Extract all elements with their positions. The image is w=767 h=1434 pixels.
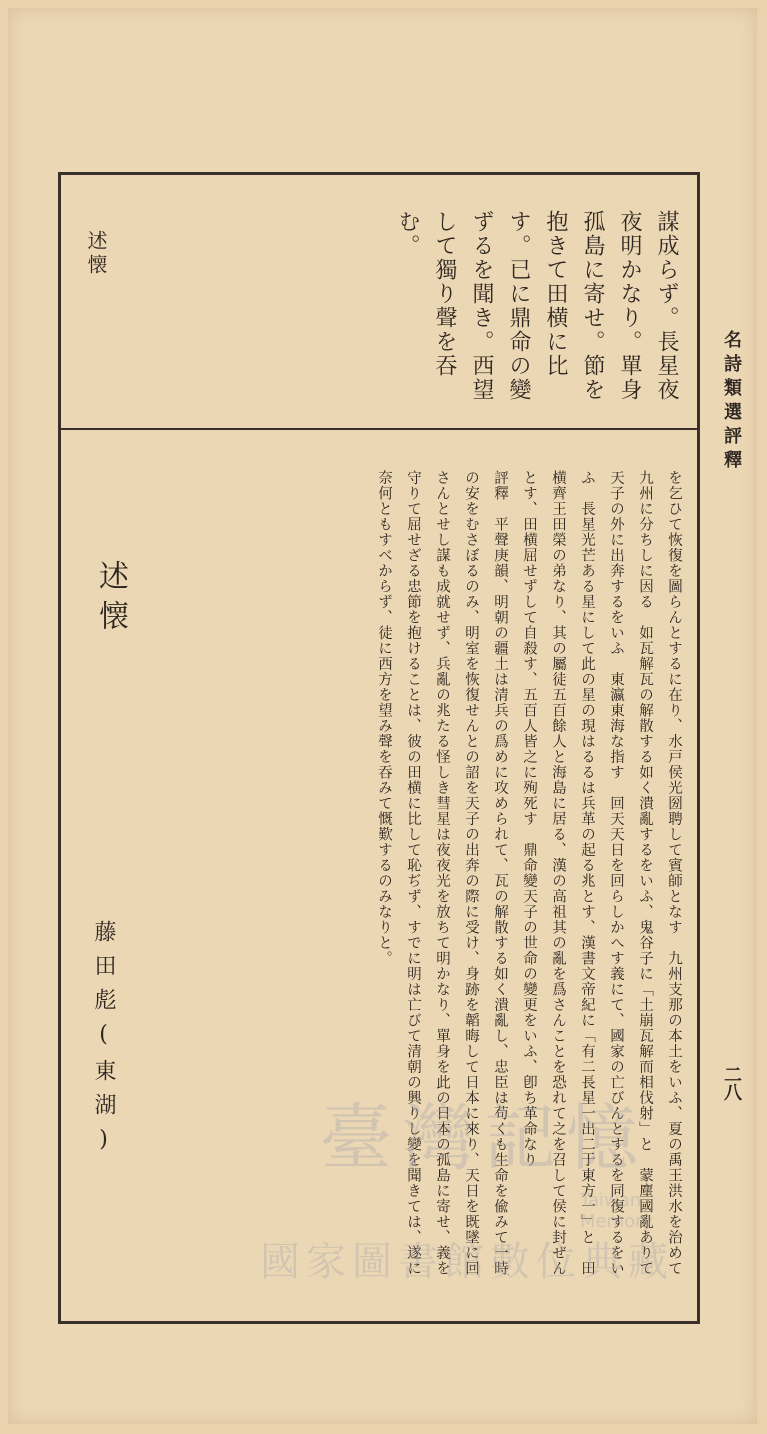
- commentary-heading: 述懐: [93, 560, 128, 640]
- section-divider: [58, 428, 700, 430]
- running-title: 名詩類選評釋: [721, 330, 742, 474]
- page-number: 二八: [721, 1065, 742, 1101]
- commentary-notes: を乞ひて恢復を圖らんとするに在り、水戸侯光圀聘して賓師となす 九州支那の本土をいふ、夏の禹王洪水を治めて九州に分ちしに因る 如瓦解瓦の解散する如く潰亂するをいふ、鬼谷子に「土崩瓦解而相伐射」と 蒙塵國亂ありて天子の外に出奔するをいふ 東瀛東海な指す 回天天日を回らしかへす義にて、國家の亡びんとするを同復するをいふ 長星光芒ある星にして此の星の現はるるは兵革の起る兆とす、漢書文帝紀に「有二長星一出二于東方一」と 田横齊王田榮の弟なり、其の屬徒五百餘人と海島に居る、漢の高祖其の亂を爲さんことを恐れて之を召して侯に封ぜんとす、田横屈せずして自殺す、五百人皆之に殉死す 鼎命變天子の世命の變更をいふ、卽ち革命なり: [521, 470, 682, 1276]
- poem-heading: 述懐: [84, 230, 108, 278]
- watermark-english: Taiwan Memory: [580, 1190, 654, 1232]
- watermark-mark: 臺灣記憶: [320, 1096, 649, 1180]
- commentary-explanation: 評釋 平聲庚韻、明朝の疆土は清兵の爲めに攻められて、瓦の解散する如く潰亂し、忠臣は苟くも生命を偸みて一時の安をむさぼるのみ、明室を恢復せんとの詔を天子の出奔の際に受け、身跡を韜晦して日本に來り、天日を既墜に回さんとせし謀も成就せず、兵亂の兆たる怪しき彗星は夜夜光を放ちて明かなり、單身を此の日本の孤島に寄せ、義を守りて屈せざる忠節を抱けることは、彼の田横に比して恥ぢず、すでに明は亡びて清朝の興りし變を聞きては、遂に奈何ともすべからず、徒に西方を望み聲を吞みて慨歎するのみなりと。: [376, 470, 508, 1276]
- poem-text: 謀成らず。長星夜夜明かなり。單身孤島に寄せ。節を抱きて田横に比す。已に鼎命の變ずるを聞き。西望して獨り聲を吞む。: [395, 210, 679, 402]
- watermark: [250, 1080, 710, 1310]
- author-name: 藤田彪(東湖): [91, 920, 116, 1164]
- watermark-text: 國家圖書館數位典藏: [260, 1239, 674, 1285]
